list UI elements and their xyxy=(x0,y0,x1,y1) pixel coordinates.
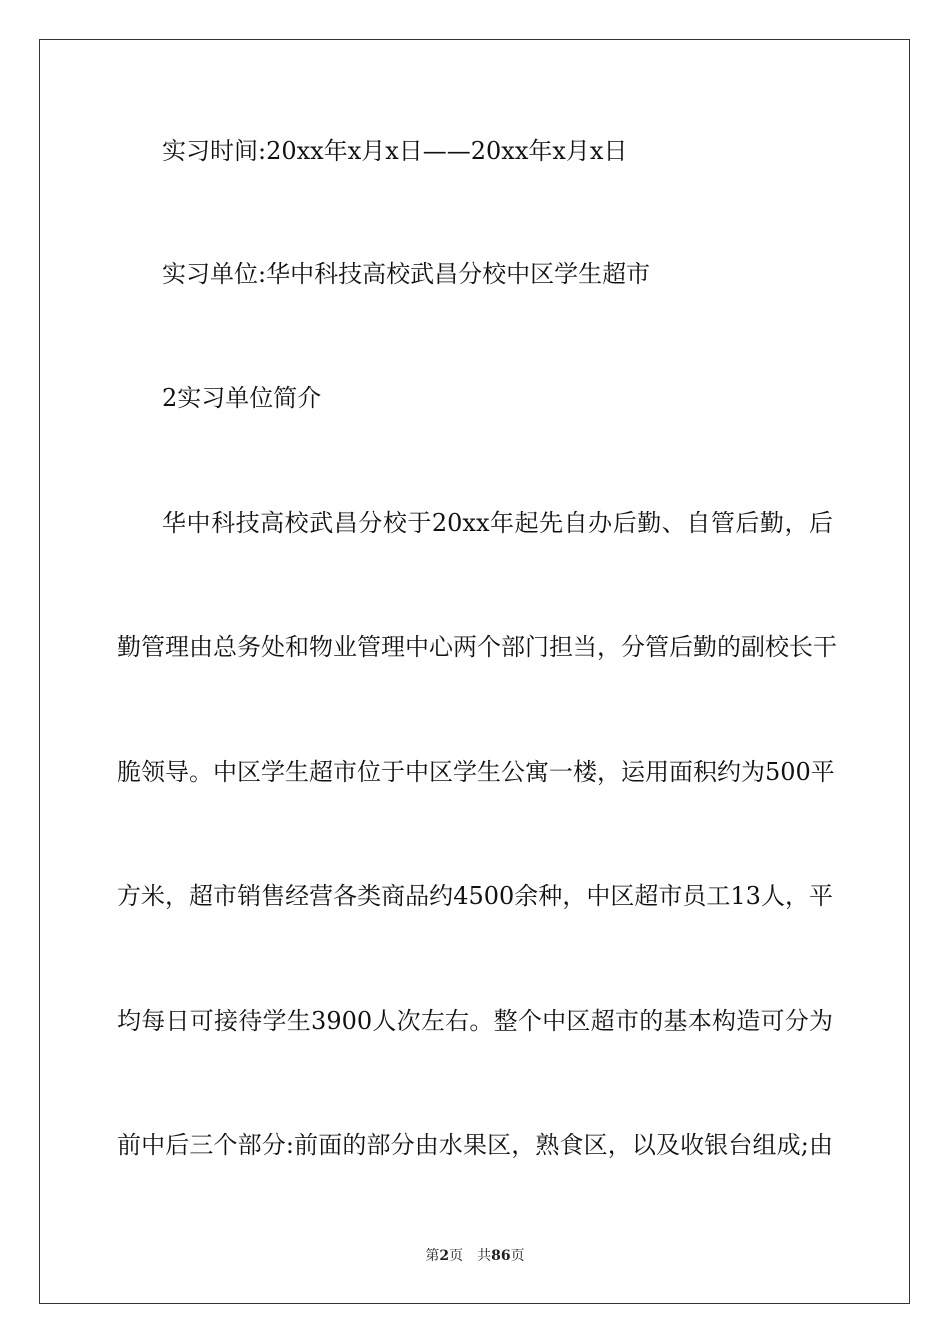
paragraph-line: 方米，超市销售经营各类商品约4500余种，中区超市员工13人，平 xyxy=(117,882,833,910)
paragraph-line: 脆领导。中区学生超市位于中区学生公寓一楼，运用面积约为500平 xyxy=(117,758,835,786)
paragraph-line: 华中科技高校武昌分校于20xx年起先自办后勤、自管后勤，后 xyxy=(162,509,833,537)
internship-time-line: 实习时间:20xx年x月x日——20xx年x月x日 xyxy=(162,137,628,165)
paragraph-line: 前中后三个部分:前面的部分由水果区，熟食区，以及收银台组成;由 xyxy=(117,1131,833,1159)
page-footer xyxy=(0,1246,950,1266)
footer-prefix: 第 xyxy=(425,1248,440,1264)
internship-unit-line: 实习单位:华中科技高校武昌分校中区学生超市 xyxy=(162,260,651,288)
current-page-number: 2 xyxy=(439,1248,450,1264)
total-page-count: 86 xyxy=(491,1248,511,1264)
paragraph-line: 勤管理由总务处和物业管理中心两个部门担当，分管后勤的副校长干 xyxy=(117,633,837,661)
section-heading: 2实习单位简介 xyxy=(162,384,322,412)
page-border xyxy=(39,39,910,1304)
footer-page-suffix: 页 xyxy=(449,1248,464,1264)
footer-total-suffix: 页 xyxy=(510,1248,525,1264)
paragraph-line: 均每日可接待学生3900人次左右。整个中区超市的基本构造可分为 xyxy=(117,1007,833,1035)
footer-total-prefix: 共 xyxy=(477,1248,492,1264)
